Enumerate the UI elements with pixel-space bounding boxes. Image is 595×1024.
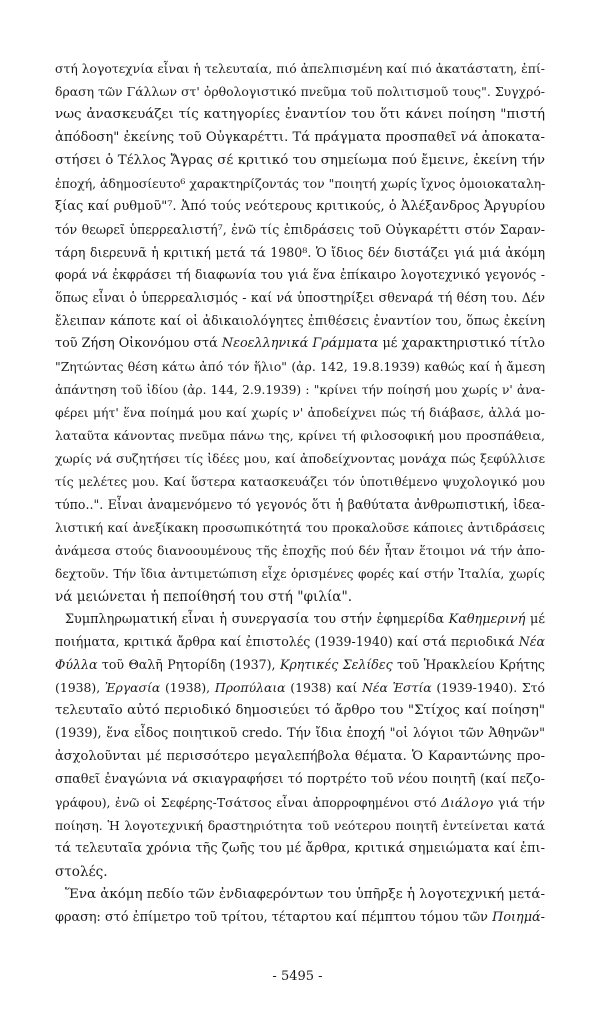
text-line: χωρίς νά συζητήσει τίς ἰδέες μου, καί ἀποδείχνοντας μονάχα πώς ξεφύλλισε <box>55 450 545 466</box>
text-line: τελευταῖο αὐτό περιοδικό δημοσιεύει τό ἄρθρο του "Στίχος καί ποίηση" <box>55 703 545 719</box>
text-line: Φύλλα τοῦ Θαλῆ Ρητορίδη (1937), Κρητικές Σελίδες τοῦ Ἡρακλείου Κρήτης <box>55 657 545 673</box>
text-line: ποίηση. Ἡ λογοτεχνική δραστηριότητα τοῦ νεότερου ποιητῆ ἐντείνεται κατά <box>55 817 545 833</box>
text-line: λαταῦτα κάνοντας πνεῦμα πάνω της, κρίνει τή φιλοσοφική μου προσπάθεια, <box>55 428 545 443</box>
text-line: τύπο..". Εἶναι ἀναμενόμενο τό γεγονός ὅτι ἡ βαθύτατα ἀνθρωπιστική, ἰδεα- <box>55 496 545 512</box>
text-line: τάρη διερευνᾶ ἡ κριτική μετά τά 1980⁸. Ὁ ἴδιος δέν διστάζει γιά μιά ἀκόμη <box>55 244 545 260</box>
text-line: τά τελευταῖα χρόνια τῆς ζωῆς του μέ ἄρθρα, κριτικά σημειώματα καί ἐπι- <box>55 840 545 856</box>
text-line: τόν θεωρεῖ ὑπερρεαλιστή⁷, ἐνῶ τίς ἐπιδράσεις τοῦ Οὐγκαρέττι στόν Σαραν- <box>55 221 545 237</box>
text-line: δεχτοῦν. Τήν ἴδια ἀντιμετώπιση εἶχε ὁρισμένες φορές καί στήν Ἰταλία, χωρίς <box>55 566 545 581</box>
text-line: ἔλειπαν κάποτε καί οἱ ἀδικαιολόγητες ἐπιθέσεις ἐναντίον του, ὅπως ἐκείνη <box>55 313 545 329</box>
text-line: φορά νά ἐκφράσει τή διαφωνία του γιά ἕνα ἐπίκαιρο λογοτεχνικό γεγονός - <box>55 267 545 283</box>
text-line: ξίας καί ρυθμοῦ"⁷. Ἀπό τούς νεότερους κριτικούς, ὁ Ἀλέξανδρος Ἀργυρίου <box>55 198 545 214</box>
text-line: λιστική καί ἀνεξίκακη προσωπικότητά του προκαλοῦσε κάποιες ἀντιδράσεις <box>55 519 545 535</box>
text-line: τοῦ Ζήση Οἰκονόμου στά Νεοελληνικά Γράμματα μέ χαρακτηριστικό τίτλο <box>55 336 545 352</box>
text-line: ὅπως εἶναι ὁ ὑπερρεαλισμός - καί νά ὑποστηρίξει σθεναρά τή θέση του. Δέν <box>55 290 545 306</box>
text-line: τίς μελέτες μου. Καί ὕστερα κατασκευάζει τόν ὑποτιθέμενο ψυχολογικό μου <box>55 473 545 489</box>
text-line: (1939), ἕνα εἶδος ποιητικοῦ credo. Τήν ἴδια ἐποχή "οἱ λόγιοι τῶν Ἀθηνῶν" <box>55 726 545 742</box>
text-line: Συμπληρωματική εἶναι ἡ συνεργασία του στήν ἐφημερίδα Καθημερινή μέ <box>65 611 545 627</box>
text-line: Ἕνα ἀκόμη πεδίο τῶν ἐνδιαφερόντων του ὑπῆρξε ἡ λογοτεχνική μετά- <box>65 886 545 902</box>
text-line: ἀπάντηση τοῦ ἰδίου (ἀρ. 144, 2.9.1939) : "κρίνει τήν ποίησή μου χωρίς ν' ἀνα- <box>55 383 545 398</box>
text-line: δραση τῶν Γάλλων στ' ὀρθολογιστικό πνεῦμα τοῦ πολιτισμοῦ τους". Συγχρό- <box>55 83 545 99</box>
text-line: νως ἀνασκευάζει τίς κατηγορίες ἐναντίον του ὅτι κάνει ποίηση "πιστή <box>55 106 545 122</box>
body-text <box>55 58 545 930</box>
text-line: ἀνάμεσα στούς διανοουμένους τῆς ἐποχῆς πού δέν ἦταν ἕτοιμοι νά τήν ἀπο- <box>55 542 545 558</box>
text-line: νά μειώνεται ἡ πεποίθησή του στή "φιλία". <box>55 588 353 605</box>
text-line: φραση: στό ἐπίμετρο τοῦ τρίτου, τέταρτου καί πέμπτου τόμου τῶν Ποιημά- <box>55 909 545 925</box>
text-line: σπαθεῖ ἐναγώνια νά σκιαγραφήσει τό πορτρέτο τοῦ νέου ποιητῆ (καί πεζο- <box>55 772 545 788</box>
text-line: ἐποχή, ἀδημοσίευτο⁶ χαρακτηρίζοντάς τον "ποιητή χωρίς ἴχνος ὁμοιοκαταλη- <box>55 175 546 191</box>
text-line: στή λογοτεχνία εἶναι ἡ τελευταία, πιό ἀπελπισμένη καί πιό ἀκατάστατη, ἐπί- <box>55 61 545 76</box>
text-line: γράφου), ἐνῶ οἱ Σεφέρης-Τσάτσος εἶναι ἀπορροφημένοι στό Διάλογο γιά τήν <box>55 795 545 810</box>
text-line: ἀπόδοση" ἐκείνης τοῦ Οὐγκαρέττι. Τά πράγματα προσπαθεῖ νά ἀποκατα- <box>55 129 545 145</box>
text-line: φέρει μήτ' ἕνα ποίημά μου καί χωρίς ν' ἀποδείχνει πώς τή διάβασε, ἀλλά μο- <box>55 405 545 421</box>
text-line: ποιήματα, κριτικά ἄρθρα καί ἐπιστολές (1939-1940) καί στά περιοδικά Νέα <box>55 634 545 650</box>
page-number: - 5495 - <box>272 969 323 984</box>
text-line: ἀσχολοῦνται μέ περισσότερο μεγαλεπήβολα θέματα. Ὁ Καραντώνης προ- <box>55 749 545 765</box>
text-line: "Ζητώντας θέση κάτω ἀπό τόν ἥλιο" (ἀρ. 142, 19.8.1939) καθώς καί ἡ ἄμεση <box>55 359 545 375</box>
text-line: (1938), Ἐργασία (1938), Προπύλαια (1938) καί Νέα Ἑστία (1939-1940). Στό <box>55 680 545 696</box>
text-line: στολές. <box>55 863 108 880</box>
text-line: στήσει ὁ Τέλλος Ἄγρας σέ κριτικό του σημείωμα πού ἔμεινε, ἐκείνη τήν <box>55 152 545 168</box>
